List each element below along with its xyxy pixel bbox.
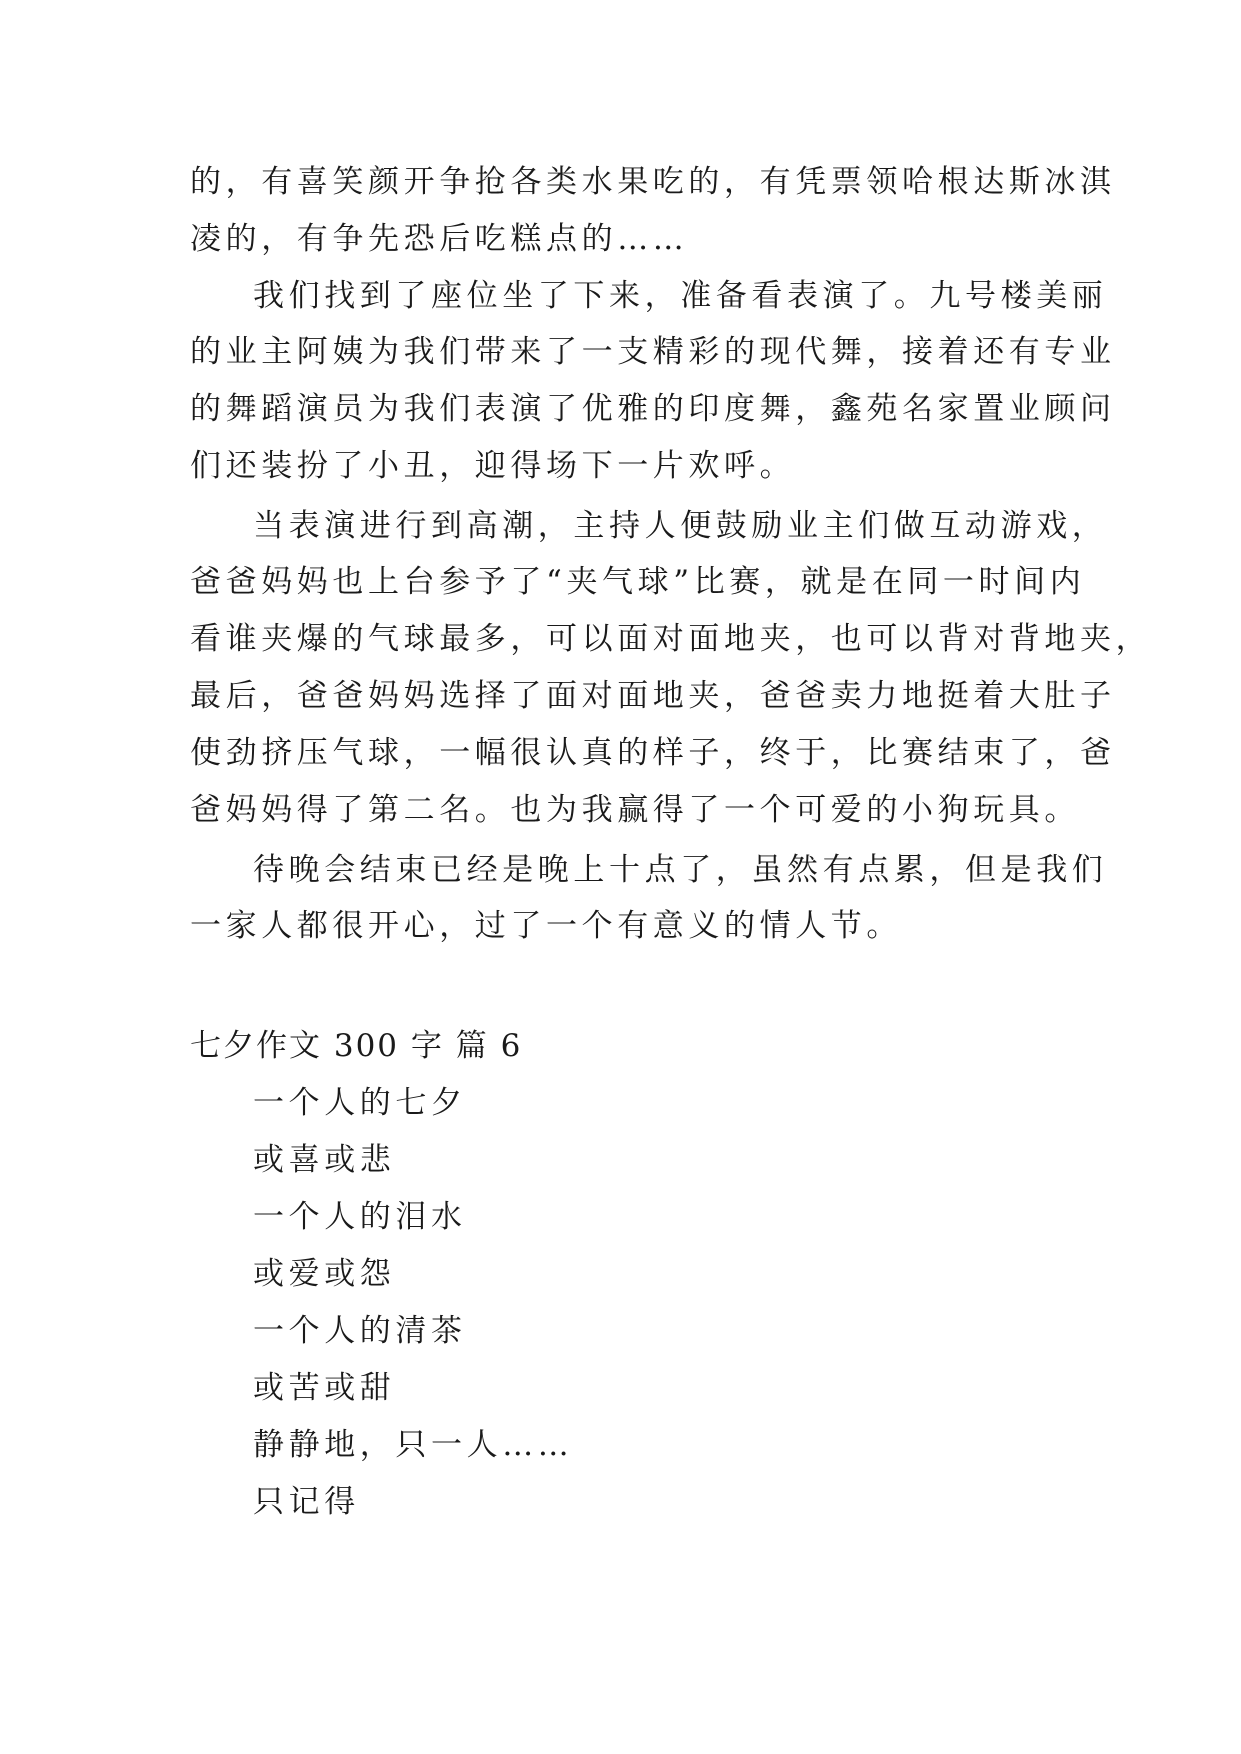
poem-line: 或苦或甜 bbox=[253, 1370, 396, 1406]
paragraph-line: 们还装扮了小丑，迎得场下一片欢呼。 bbox=[190, 448, 796, 484]
paragraph-line: 一家人都很开心，过了一个有意义的情人节。 bbox=[190, 908, 902, 944]
paragraph-line: 爸爸妈妈也上台参予了“夹气球”比赛，就是在同一时间内 bbox=[190, 564, 1086, 600]
poem-line: 静静地，只一人…… bbox=[253, 1427, 574, 1463]
paragraph-line: 的舞蹈演员为我们表演了优雅的印度舞，鑫苑名家置业顾问 bbox=[190, 391, 1116, 427]
paragraph-line: 的，有喜笑颜开争抢各类水果吃的，有凭票领哈根达斯冰淇 bbox=[190, 164, 1116, 200]
paragraph-line: 爸妈妈得了第二名。也为我赢得了一个可爱的小狗玩具。 bbox=[190, 792, 1080, 828]
paragraph-line: 凌的，有争先恐后吃糕点的…… bbox=[190, 221, 689, 257]
poem-line: 或喜或悲 bbox=[253, 1142, 396, 1178]
poem-line: 一个人的清茶 bbox=[253, 1313, 467, 1349]
paragraph-line: 待晚会结束已经是晚上十点了，虽然有点累，但是我们 bbox=[253, 852, 1108, 888]
paragraph-line: 当表演进行到高潮，主持人便鼓励业主们做互动游戏， bbox=[253, 508, 1108, 544]
paragraph-line: 我们找到了座位坐了下来，准备看表演了。九号楼美丽 bbox=[253, 278, 1108, 314]
poem-line: 一个人的泪水 bbox=[253, 1199, 467, 1235]
section-heading: 七夕作文 300 字 篇 6 bbox=[190, 1028, 523, 1064]
paragraph-line: 看谁夹爆的气球最多，可以面对面地夹，也可以背对背地夹， bbox=[190, 621, 1152, 657]
poem-line: 一个人的七夕 bbox=[253, 1085, 467, 1121]
poem-line: 只记得 bbox=[253, 1484, 360, 1520]
paragraph-line: 最后，爸爸妈妈选择了面对面地夹，爸爸卖力地挺着大肚子 bbox=[190, 678, 1116, 714]
paragraph-line: 使劲挤压气球，一幅很认真的样子，终于，比赛结束了，爸 bbox=[190, 735, 1116, 771]
poem-line: 或爱或怨 bbox=[253, 1256, 396, 1292]
paragraph-line: 的业主阿姨为我们带来了一支精彩的现代舞，接着还有专业 bbox=[190, 334, 1116, 370]
